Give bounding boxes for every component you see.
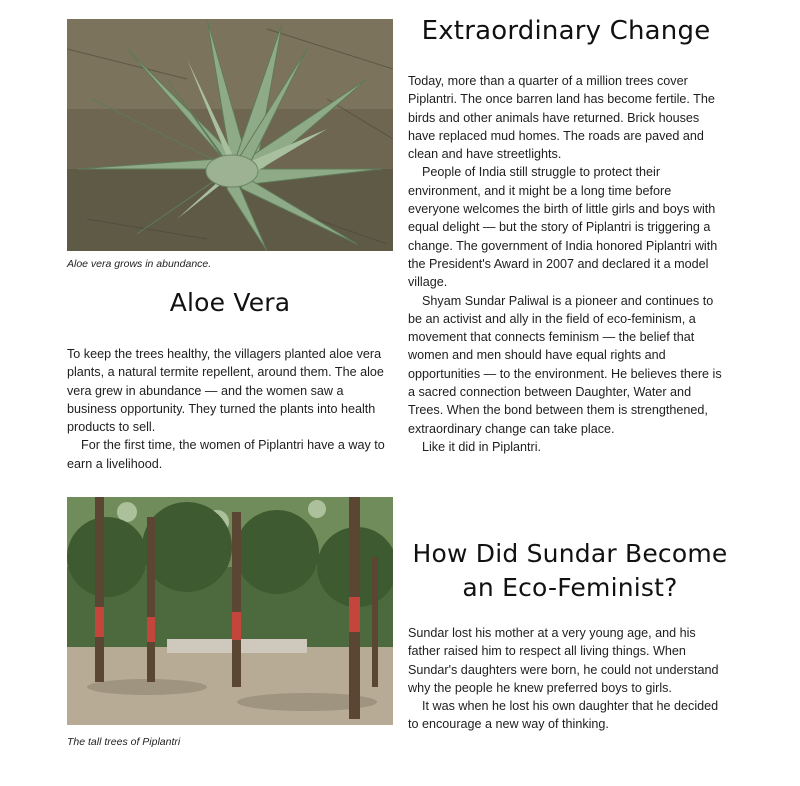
change-paragraph: Like it did in Piplantri. (422, 439, 542, 454)
aloe-vera-photo (67, 19, 393, 251)
sundar-heading (400, 537, 740, 605)
sundar-paragraph: Sundar lost his mother at a very young age, and his father raised him to respect all living things. When Sundar's daughters were born, he could not understand why the people he knew preferred boys to girls. (408, 626, 719, 695)
extraordinary-change-heading: Extraordinary Change (421, 16, 711, 46)
sundar-body (408, 624, 726, 734)
change-paragraph: Shyam Sundar Paliwal is a pioneer and continues to be an activist and ally in the field of eco-feminism, a movement that connects feminism — the belief that women and men should have equal rights and opportunities — to the environment. He believes there is a sacred connection between Daughter, Water and Trees. When the bond between them is strengthened, extraordinary change can take place. (408, 293, 722, 436)
aloe-vera-heading: Aloe Vera (169, 288, 291, 317)
trees-photo-caption: The tall trees of Piplantri (67, 736, 181, 748)
piplantri-trees-photo (67, 497, 393, 725)
aloe-paragraph: For the first time, the women of Piplantri have a way to earn a livelihood. (67, 438, 385, 471)
change-paragraph: Today, more than a quarter of a million trees cover Piplantri. The once barren land has become fertile. The birds and other animals have returned. Brick houses have replaced mud homes. The roads are paved and clean and have streetlights. (408, 74, 715, 162)
change-paragraph: People of India still struggle to protect their environment, and it might be a long time before everyone welcomes the birth of little girls and boys with equal delight — but the story of Piplantri is triggering a change. The government of India honored Piplantri with the President's Award in 2007 and declared it a model village. (408, 165, 718, 290)
aloe-photo-caption: Aloe vera grows in abundance. (67, 258, 212, 270)
sundar-heading-line1: How Did Sundar Become (412, 539, 728, 568)
extraordinary-change-body (408, 72, 726, 456)
aloe-vera-body (67, 345, 395, 473)
sundar-paragraph: It was when he lost his own daughter that he decided to encourage a new way of thinking. (408, 699, 719, 732)
aloe-paragraph: To keep the trees healthy, the villagers planted aloe vera plants, a natural termite repellent, around them. The aloe vera grew in abundance — and the women saw a business opportunity. They turned the plants into health products to sell. (67, 347, 384, 435)
sundar-heading-line2: an Eco-Feminist? (462, 573, 678, 602)
